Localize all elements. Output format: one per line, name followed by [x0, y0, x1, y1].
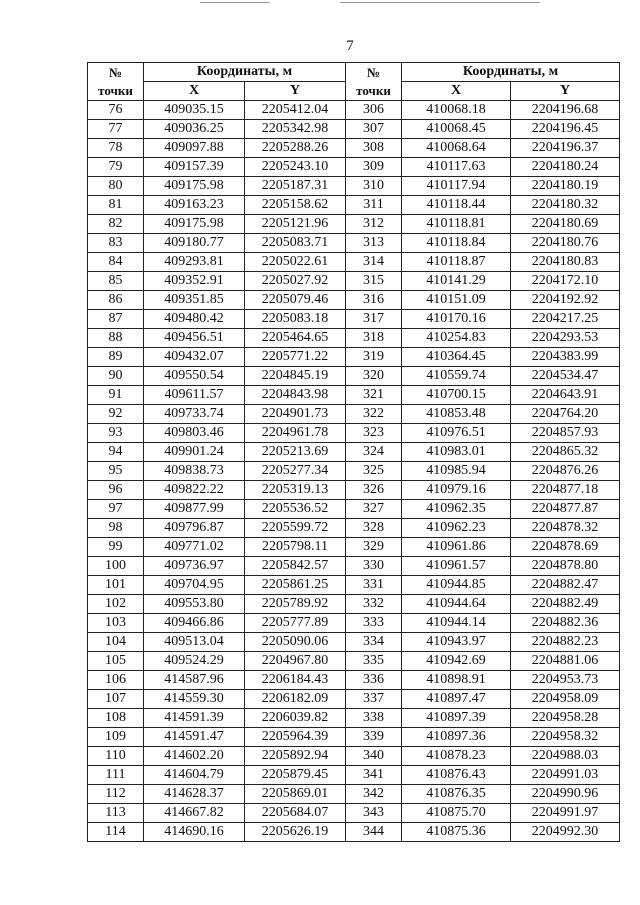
- table-row: [88, 443, 620, 462]
- point-number-cell: 342: [346, 785, 402, 804]
- table-row: [88, 557, 620, 576]
- point-number-cell: 103: [88, 614, 144, 633]
- x-coordinate-cell: 410897.47: [402, 690, 511, 709]
- x-coordinate-cell: 409550.54: [144, 367, 245, 386]
- y-coordinate-cell: 2204180.32: [511, 196, 620, 215]
- point-number-cell: 336: [346, 671, 402, 690]
- point-number-cell: 343: [346, 804, 402, 823]
- x-coordinate-cell: 409704.95: [144, 576, 245, 595]
- y-coordinate-cell: 2204881.06: [511, 652, 620, 671]
- y-coordinate-cell: 2205536.52: [245, 500, 346, 519]
- table-row: [88, 196, 620, 215]
- x-coordinate-cell: 410897.36: [402, 728, 511, 747]
- point-number-cell: 319: [346, 348, 402, 367]
- y-coordinate-cell: 2204865.32: [511, 443, 620, 462]
- x-coordinate-cell: 410875.36: [402, 823, 511, 842]
- coordinates-header: Координаты, м: [144, 63, 346, 82]
- table-row: [88, 576, 620, 595]
- point-number-cell: 85: [88, 272, 144, 291]
- x-coordinate-cell: 414559.30: [144, 690, 245, 709]
- y-coordinate-cell: 2204180.83: [511, 253, 620, 272]
- x-coordinate-cell: 410875.70: [402, 804, 511, 823]
- x-coordinate-cell: 409456.51: [144, 329, 245, 348]
- y-coordinate-cell: 2204878.32: [511, 519, 620, 538]
- y-coordinate-cell: 2204643.91: [511, 386, 620, 405]
- y-coordinate-cell: 2204878.69: [511, 538, 620, 557]
- point-number-cell: 109: [88, 728, 144, 747]
- x-coordinate-cell: 409157.39: [144, 158, 245, 177]
- y-coordinate-cell: 2204845.19: [245, 367, 346, 386]
- y-coordinate-cell: 2205879.45: [245, 766, 346, 785]
- x-coordinate-cell: 410117.63: [402, 158, 511, 177]
- y-coordinate-cell: 2205083.18: [245, 310, 346, 329]
- x-coordinate-cell: 410118.81: [402, 215, 511, 234]
- x-coordinate-cell: 409480.42: [144, 310, 245, 329]
- y-coordinate-cell: 2205277.34: [245, 462, 346, 481]
- point-number-cell: 311: [346, 196, 402, 215]
- point-number-cell: 87: [88, 310, 144, 329]
- y-coordinate-cell: 2204180.69: [511, 215, 620, 234]
- table-row: [88, 785, 620, 804]
- y-coordinate-cell: 2205842.57: [245, 557, 346, 576]
- x-coordinate-cell: 409771.02: [144, 538, 245, 557]
- point-number-cell: 312: [346, 215, 402, 234]
- y-coordinate-cell: 2205789.92: [245, 595, 346, 614]
- coordinates-table: [87, 62, 620, 842]
- x-coordinate-cell: 410559.74: [402, 367, 511, 386]
- point-number-cell: 316: [346, 291, 402, 310]
- table-row: [88, 747, 620, 766]
- x-coordinate-cell: 409838.73: [144, 462, 245, 481]
- y-coordinate-cell: 2204967.80: [245, 652, 346, 671]
- x-coordinate-cell: 410983.01: [402, 443, 511, 462]
- x-coordinate-cell: 414690.16: [144, 823, 245, 842]
- point-number-cell: 321: [346, 386, 402, 405]
- y-column-header: Y: [245, 82, 346, 101]
- y-coordinate-cell: 2204958.09: [511, 690, 620, 709]
- y-coordinate-cell: 2204958.32: [511, 728, 620, 747]
- point-number-cell: 110: [88, 747, 144, 766]
- point-number-cell: 88: [88, 329, 144, 348]
- y-coordinate-cell: 2204988.03: [511, 747, 620, 766]
- y-coordinate-cell: 2204882.49: [511, 595, 620, 614]
- point-number-cell: 344: [346, 823, 402, 842]
- y-coordinate-cell: 2204958.28: [511, 709, 620, 728]
- point-number-cell: 338: [346, 709, 402, 728]
- point-number-cell: 329: [346, 538, 402, 557]
- point-number-cell: 94: [88, 443, 144, 462]
- point-number-cell: 100: [88, 557, 144, 576]
- y-coordinate-cell: 2204534.47: [511, 367, 620, 386]
- x-coordinate-cell: 410944.14: [402, 614, 511, 633]
- point-number-cell: 334: [346, 633, 402, 652]
- point-number-cell: 327: [346, 500, 402, 519]
- x-coordinate-cell: 410985.94: [402, 462, 511, 481]
- y-coordinate-cell: 2205626.19: [245, 823, 346, 842]
- table-row: [88, 291, 620, 310]
- point-number-cell: 339: [346, 728, 402, 747]
- x-coordinate-cell: 410170.16: [402, 310, 511, 329]
- y-coordinate-cell: 2204192.92: [511, 291, 620, 310]
- point-number-cell: 101: [88, 576, 144, 595]
- point-number-cell: 333: [346, 614, 402, 633]
- point-number-cell: 99: [88, 538, 144, 557]
- x-coordinate-cell: 410068.18: [402, 101, 511, 120]
- y-coordinate-cell: 2205022.61: [245, 253, 346, 272]
- y-coordinate-cell: 2204991.03: [511, 766, 620, 785]
- y-coordinate-cell: 2205861.25: [245, 576, 346, 595]
- y-coordinate-cell: 2205121.96: [245, 215, 346, 234]
- x-coordinate-cell: 409035.15: [144, 101, 245, 120]
- y-coordinate-cell: 2205187.31: [245, 177, 346, 196]
- table-row: [88, 481, 620, 500]
- table-row: [88, 424, 620, 443]
- x-coordinate-cell: 409351.85: [144, 291, 245, 310]
- x-coordinate-cell: 410897.39: [402, 709, 511, 728]
- point-number-cell: 98: [88, 519, 144, 538]
- y-coordinate-cell: 2204961.78: [245, 424, 346, 443]
- x-coordinate-cell: 409733.74: [144, 405, 245, 424]
- y-coordinate-cell: 2205079.46: [245, 291, 346, 310]
- x-coordinate-cell: 410853.48: [402, 405, 511, 424]
- y-coordinate-cell: 2205027.92: [245, 272, 346, 291]
- table-row: [88, 120, 620, 139]
- x-coordinate-cell: 409163.23: [144, 196, 245, 215]
- point-number-header: [88, 63, 144, 101]
- table-row: [88, 272, 620, 291]
- table-row: [88, 709, 620, 728]
- point-number-cell: 307: [346, 120, 402, 139]
- y-coordinate-cell: 2206182.09: [245, 690, 346, 709]
- x-coordinate-cell: 410118.84: [402, 234, 511, 253]
- x-coordinate-cell: 410962.23: [402, 519, 511, 538]
- y-coordinate-cell: 2205243.10: [245, 158, 346, 177]
- y-coordinate-cell: 2205599.72: [245, 519, 346, 538]
- x-coordinate-cell: 410942.69: [402, 652, 511, 671]
- x-coordinate-cell: 409553.80: [144, 595, 245, 614]
- y-coordinate-cell: 2204843.98: [245, 386, 346, 405]
- number-sign: №: [366, 64, 381, 80]
- point-number-cell: 78: [88, 139, 144, 158]
- x-coordinate-cell: 409175.98: [144, 177, 245, 196]
- x-coordinate-cell: 410364.45: [402, 348, 511, 367]
- y-coordinate-cell: 2204877.87: [511, 500, 620, 519]
- x-coordinate-cell: 410876.43: [402, 766, 511, 785]
- x-coordinate-cell: 409352.91: [144, 272, 245, 291]
- point-number-cell: 306: [346, 101, 402, 120]
- table-row: [88, 139, 620, 158]
- x-coordinate-cell: 410898.91: [402, 671, 511, 690]
- point-number-cell: 309: [346, 158, 402, 177]
- y-coordinate-cell: 2205288.26: [245, 139, 346, 158]
- y-coordinate-cell: 2204953.73: [511, 671, 620, 690]
- point-number-header: [346, 63, 402, 101]
- point-number-cell: 104: [88, 633, 144, 652]
- x-coordinate-cell: 410962.35: [402, 500, 511, 519]
- x-coordinate-cell: 410878.23: [402, 747, 511, 766]
- x-coordinate-cell: 409466.86: [144, 614, 245, 633]
- y-coordinate-cell: 2204180.76: [511, 234, 620, 253]
- table-row: [88, 462, 620, 481]
- table-row: [88, 310, 620, 329]
- x-coordinate-cell: 409877.99: [144, 500, 245, 519]
- table-row: [88, 405, 620, 424]
- y-coordinate-cell: 2205777.89: [245, 614, 346, 633]
- x-coordinate-cell: 409293.81: [144, 253, 245, 272]
- x-coordinate-cell: 410117.94: [402, 177, 511, 196]
- x-coordinate-cell: 410976.51: [402, 424, 511, 443]
- x-coordinate-cell: 410151.09: [402, 291, 511, 310]
- table-row: [88, 633, 620, 652]
- point-number-cell: 92: [88, 405, 144, 424]
- point-number-cell: 96: [88, 481, 144, 500]
- y-column-header: Y: [511, 82, 620, 101]
- x-coordinate-cell: 414628.37: [144, 785, 245, 804]
- x-coordinate-cell: 410700.15: [402, 386, 511, 405]
- y-coordinate-cell: 2204293.53: [511, 329, 620, 348]
- x-coordinate-cell: 410118.87: [402, 253, 511, 272]
- y-coordinate-cell: 2204383.99: [511, 348, 620, 367]
- number-sign: №: [108, 64, 123, 80]
- x-coordinate-cell: 410254.83: [402, 329, 511, 348]
- y-coordinate-cell: 2205869.01: [245, 785, 346, 804]
- point-number-cell: 111: [88, 766, 144, 785]
- y-coordinate-cell: 2205158.62: [245, 196, 346, 215]
- y-coordinate-cell: 2206184.43: [245, 671, 346, 690]
- x-coordinate-cell: 414591.39: [144, 709, 245, 728]
- point-number-cell: 326: [346, 481, 402, 500]
- y-coordinate-cell: 2205892.94: [245, 747, 346, 766]
- x-coordinate-cell: 410979.16: [402, 481, 511, 500]
- point-number-cell: 330: [346, 557, 402, 576]
- y-coordinate-cell: 2204882.47: [511, 576, 620, 595]
- y-coordinate-cell: 2204857.93: [511, 424, 620, 443]
- point-number-cell: 80: [88, 177, 144, 196]
- table-row: [88, 538, 620, 557]
- coordinates-header: Координаты, м: [402, 63, 620, 82]
- scan-artifact-line: [340, 2, 540, 3]
- x-column-header: X: [144, 82, 245, 101]
- x-coordinate-cell: 414604.79: [144, 766, 245, 785]
- point-number-cell: 77: [88, 120, 144, 139]
- point-number-cell: 341: [346, 766, 402, 785]
- x-coordinate-cell: 409822.22: [144, 481, 245, 500]
- point-number-cell: 82: [88, 215, 144, 234]
- x-coordinate-cell: 409796.87: [144, 519, 245, 538]
- x-coordinate-cell: 409036.25: [144, 120, 245, 139]
- point-number-cell: 322: [346, 405, 402, 424]
- point-number-cell: 335: [346, 652, 402, 671]
- point-number-cell: 323: [346, 424, 402, 443]
- y-coordinate-cell: 2204878.80: [511, 557, 620, 576]
- y-coordinate-cell: 2204172.10: [511, 272, 620, 291]
- table-row: [88, 823, 620, 842]
- y-coordinate-cell: 2204180.24: [511, 158, 620, 177]
- y-coordinate-cell: 2205319.13: [245, 481, 346, 500]
- table-row: [88, 766, 620, 785]
- y-coordinate-cell: 2205771.22: [245, 348, 346, 367]
- y-coordinate-cell: 2205464.65: [245, 329, 346, 348]
- point-number-cell: 310: [346, 177, 402, 196]
- x-coordinate-cell: 409803.46: [144, 424, 245, 443]
- coordinates-table-body: [88, 101, 620, 842]
- y-coordinate-cell: 2205342.98: [245, 120, 346, 139]
- x-coordinate-cell: 410068.45: [402, 120, 511, 139]
- y-coordinate-cell: 2205083.71: [245, 234, 346, 253]
- x-coordinate-cell: 414591.47: [144, 728, 245, 747]
- y-coordinate-cell: 2204196.45: [511, 120, 620, 139]
- y-coordinate-cell: 2204901.73: [245, 405, 346, 424]
- point-number-cell: 93: [88, 424, 144, 443]
- x-coordinate-cell: 410141.29: [402, 272, 511, 291]
- point-number-cell: 337: [346, 690, 402, 709]
- table-row: [88, 728, 620, 747]
- x-coordinate-cell: 409901.24: [144, 443, 245, 462]
- table-row: [88, 234, 620, 253]
- point-number-cell: 95: [88, 462, 144, 481]
- x-coordinate-cell: 414587.96: [144, 671, 245, 690]
- table-row: [88, 101, 620, 120]
- point-number-cell: 308: [346, 139, 402, 158]
- table-row: [88, 329, 620, 348]
- point-number-cell: 328: [346, 519, 402, 538]
- table-row: [88, 652, 620, 671]
- x-coordinate-cell: 409524.29: [144, 652, 245, 671]
- point-number-cell: 340: [346, 747, 402, 766]
- table-row: [88, 804, 620, 823]
- x-coordinate-cell: 409175.98: [144, 215, 245, 234]
- point-number-cell: 76: [88, 101, 144, 120]
- y-coordinate-cell: 2204990.96: [511, 785, 620, 804]
- table-row: [88, 215, 620, 234]
- point-number-cell: 107: [88, 690, 144, 709]
- y-coordinate-cell: 2204217.25: [511, 310, 620, 329]
- point-number-cell: 79: [88, 158, 144, 177]
- y-coordinate-cell: 2204882.23: [511, 633, 620, 652]
- point-number-cell: 89: [88, 348, 144, 367]
- x-coordinate-cell: 410961.86: [402, 538, 511, 557]
- y-coordinate-cell: 2204876.26: [511, 462, 620, 481]
- y-coordinate-cell: 2204196.37: [511, 139, 620, 158]
- point-number-cell: 314: [346, 253, 402, 272]
- x-coordinate-cell: 410068.64: [402, 139, 511, 158]
- y-coordinate-cell: 2204991.97: [511, 804, 620, 823]
- table-row: [88, 386, 620, 405]
- y-coordinate-cell: 2205684.07: [245, 804, 346, 823]
- point-number-cell: 317: [346, 310, 402, 329]
- point-number-cell: 90: [88, 367, 144, 386]
- point-number-cell: 331: [346, 576, 402, 595]
- point-number-cell: 325: [346, 462, 402, 481]
- x-coordinate-cell: 414667.82: [144, 804, 245, 823]
- y-coordinate-cell: 2204764.20: [511, 405, 620, 424]
- y-coordinate-cell: 2204196.68: [511, 101, 620, 120]
- point-number-cell: 108: [88, 709, 144, 728]
- scan-artifact-line: [200, 2, 270, 3]
- x-coordinate-cell: 410944.64: [402, 595, 511, 614]
- point-number-cell: 91: [88, 386, 144, 405]
- table-row: [88, 500, 620, 519]
- point-number-cell: 315: [346, 272, 402, 291]
- y-coordinate-cell: 2204992.30: [511, 823, 620, 842]
- y-coordinate-cell: 2205964.39: [245, 728, 346, 747]
- point-number-cell: 105: [88, 652, 144, 671]
- x-coordinate-cell: 414602.20: [144, 747, 245, 766]
- x-coordinate-cell: 410961.57: [402, 557, 511, 576]
- x-coordinate-cell: 409611.57: [144, 386, 245, 405]
- x-coordinate-cell: 409097.88: [144, 139, 245, 158]
- table-row: [88, 690, 620, 709]
- y-coordinate-cell: 2205213.69: [245, 443, 346, 462]
- table-row: [88, 614, 620, 633]
- point-number-cell: 81: [88, 196, 144, 215]
- x-coordinate-cell: 410944.85: [402, 576, 511, 595]
- x-coordinate-cell: 410876.35: [402, 785, 511, 804]
- y-coordinate-cell: 2205412.04: [245, 101, 346, 120]
- point-number-cell: 332: [346, 595, 402, 614]
- x-coordinate-cell: 409736.97: [144, 557, 245, 576]
- header-row-top: [88, 63, 620, 82]
- point-label: точки: [356, 82, 391, 98]
- point-number-cell: 114: [88, 823, 144, 842]
- point-number-cell: 97: [88, 500, 144, 519]
- y-coordinate-cell: 2206039.82: [245, 709, 346, 728]
- table-row: [88, 253, 620, 272]
- y-coordinate-cell: 2204877.18: [511, 481, 620, 500]
- table-row: [88, 671, 620, 690]
- point-number-cell: 86: [88, 291, 144, 310]
- x-coordinate-cell: 410118.44: [402, 196, 511, 215]
- point-number-cell: 313: [346, 234, 402, 253]
- page-number: 7: [346, 38, 354, 54]
- point-number-cell: 83: [88, 234, 144, 253]
- table-row: [88, 519, 620, 538]
- point-number-cell: 106: [88, 671, 144, 690]
- x-coordinate-cell: 409432.07: [144, 348, 245, 367]
- point-number-cell: 320: [346, 367, 402, 386]
- x-coordinate-cell: 410943.97: [402, 633, 511, 652]
- table-row: [88, 348, 620, 367]
- y-coordinate-cell: 2204180.19: [511, 177, 620, 196]
- table-row: [88, 177, 620, 196]
- y-coordinate-cell: 2204882.36: [511, 614, 620, 633]
- y-coordinate-cell: 2205798.11: [245, 538, 346, 557]
- point-label: точки: [98, 82, 133, 98]
- table-row: [88, 367, 620, 386]
- x-column-header: X: [402, 82, 511, 101]
- table-row: [88, 158, 620, 177]
- table-row: [88, 595, 620, 614]
- point-number-cell: 84: [88, 253, 144, 272]
- point-number-cell: 113: [88, 804, 144, 823]
- point-number-cell: 102: [88, 595, 144, 614]
- y-coordinate-cell: 2205090.06: [245, 633, 346, 652]
- x-coordinate-cell: 409513.04: [144, 633, 245, 652]
- point-number-cell: 112: [88, 785, 144, 804]
- x-coordinate-cell: 409180.77: [144, 234, 245, 253]
- point-number-cell: 324: [346, 443, 402, 462]
- point-number-cell: 318: [346, 329, 402, 348]
